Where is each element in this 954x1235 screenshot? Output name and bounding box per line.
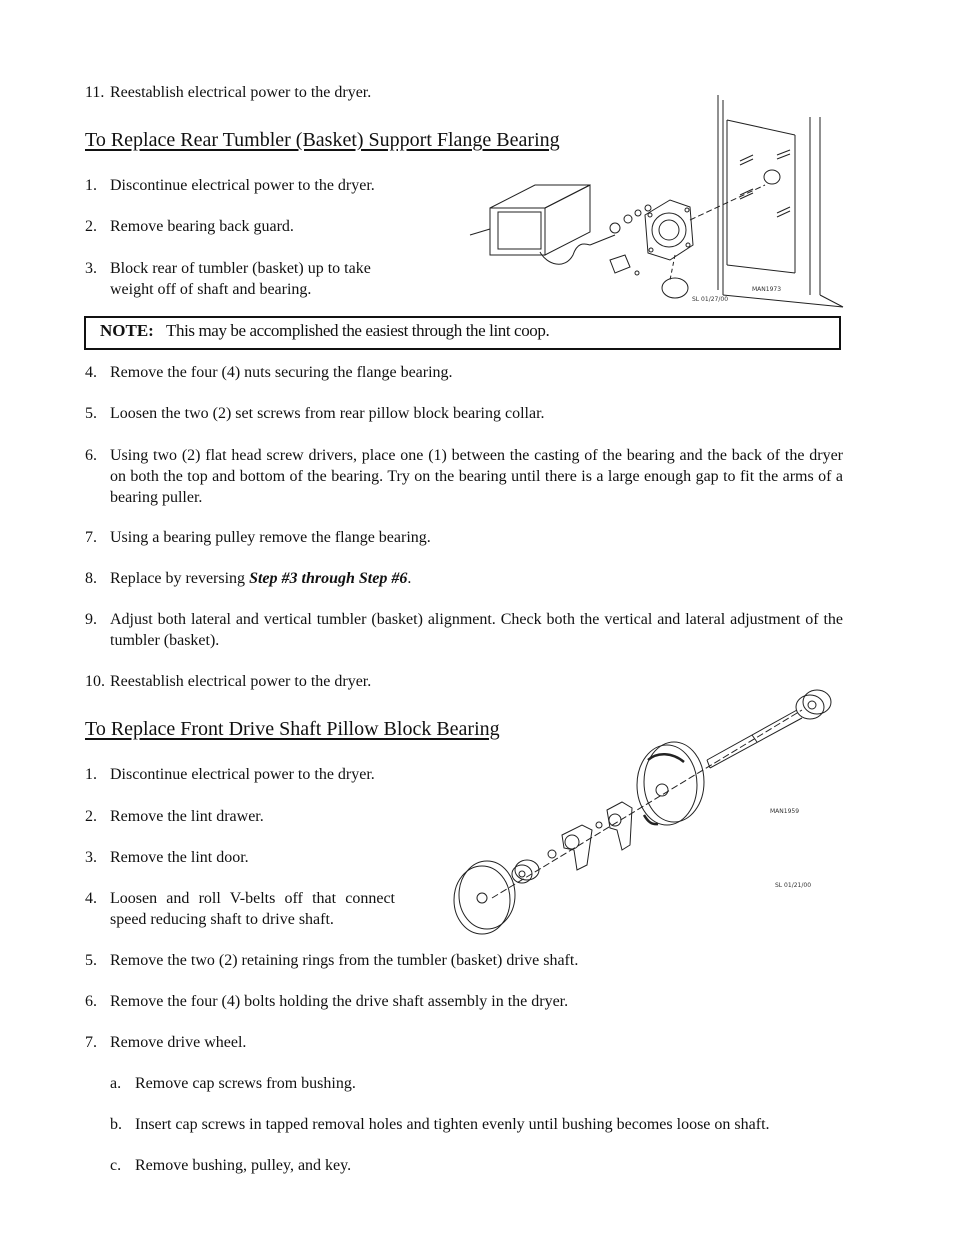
figure-drawn-label: SL 01/27/00 — [692, 296, 729, 303]
step-text: Block rear of tumbler (basket) up to take weight off of shaft and bearing. — [110, 260, 371, 298]
substep-letter: a. — [110, 1075, 122, 1092]
step-number: 6. — [85, 447, 97, 464]
step-text: Remove the two (2) retaining rings from the tumbler (basket) drive shaft. — [110, 952, 579, 969]
note-text: This may be accomplished the easiest through the lint coop. — [166, 321, 550, 340]
step-number: 3. — [85, 849, 97, 866]
flange-bearing-diagram — [465, 95, 845, 310]
step-number: 8. — [85, 570, 97, 587]
note-label: NOTE: — [100, 321, 154, 340]
step-number: 2. — [85, 808, 97, 825]
step-text: Loosen and roll V-belts off that connect speed reducing shaft to drive shaft. — [110, 890, 395, 928]
figure-part-label: MAN1959 — [770, 808, 800, 815]
substep-letter: b. — [110, 1116, 122, 1133]
step-number: 3. — [85, 260, 97, 277]
step-text: Adjust both lateral and vertical tumbler (basket) alignment. Check both the vertical and lateral adjustment of the tumbler (basket). — [110, 611, 843, 649]
step-number: 2. — [85, 218, 97, 235]
step-text: Remove the four (4) nuts securing the flange bearing. — [110, 364, 453, 381]
substep-text: Remove bushing, pulley, and key. — [135, 1157, 352, 1174]
step-text: Discontinue electrical power to the dryer. — [110, 766, 375, 783]
step-text: Using two (2) flat head screw drivers, place one (1) between the casting of the bearing and the back of the dryer on both the top and bottom of the bearing. Try on the bearing until there is a large enough gap to fit the arms of a bearing puller. — [110, 447, 843, 506]
section-heading-rear-bearing: To Replace Rear Tumbler (Basket) Support Flange Bearing — [85, 129, 560, 151]
step-text: Discontinue electrical power to the dryer. — [110, 177, 375, 194]
step-text: Using a bearing pulley remove the flange bearing. — [110, 529, 431, 546]
drive-shaft-diagram — [452, 680, 837, 945]
step-text: Loosen the two (2) set screws from rear pillow block bearing collar. — [110, 405, 545, 422]
figure-part-label: MAN1973 — [752, 286, 782, 293]
substep-text: Remove cap screws from bushing. — [135, 1075, 356, 1092]
figure-drawn-label: SL 01/21/00 — [775, 882, 812, 889]
step-text: Reestablish electrical power to the dryer. — [110, 673, 372, 690]
step-number: 7. — [85, 529, 97, 546]
step-text: Reestablish electrical power to the dryer. — [110, 84, 372, 101]
step-text: Remove the lint drawer. — [110, 808, 264, 825]
step-text — [110, 568, 411, 589]
step-number: 5. — [85, 952, 97, 969]
step-text: Remove drive wheel. — [110, 1034, 247, 1051]
step-number: 4. — [85, 890, 97, 907]
step-number: 5. — [85, 405, 97, 422]
step-number: 7. — [85, 1034, 97, 1051]
note-box — [84, 316, 841, 350]
step-number: 9. — [85, 611, 97, 628]
step-text: Remove bearing back guard. — [110, 218, 294, 235]
step-text: Remove the lint door. — [110, 849, 249, 866]
step-text-before: Replace by reversing — [110, 570, 250, 587]
step-number: 11. — [85, 84, 105, 101]
substep-letter: c. — [110, 1157, 122, 1174]
step-number: 10. — [85, 673, 105, 690]
step-number: 4. — [85, 364, 97, 381]
step-number: 6. — [85, 993, 97, 1010]
step-text: Remove the four (4) bolts holding the drive shaft assembly in the dryer. — [110, 993, 569, 1010]
step-text-emphasis: Step #3 through Step #6 — [249, 570, 408, 587]
step-number: 1. — [85, 177, 97, 194]
step-number: 1. — [85, 766, 97, 783]
substep-text: Insert cap screws in tapped removal holes and tighten evenly until bushing becomes loose on shaft. — [135, 1116, 770, 1133]
step-text-after: . — [407, 570, 412, 587]
section-heading-front-drive-shaft: To Replace Front Drive Shaft Pillow Block Bearing — [85, 718, 500, 740]
